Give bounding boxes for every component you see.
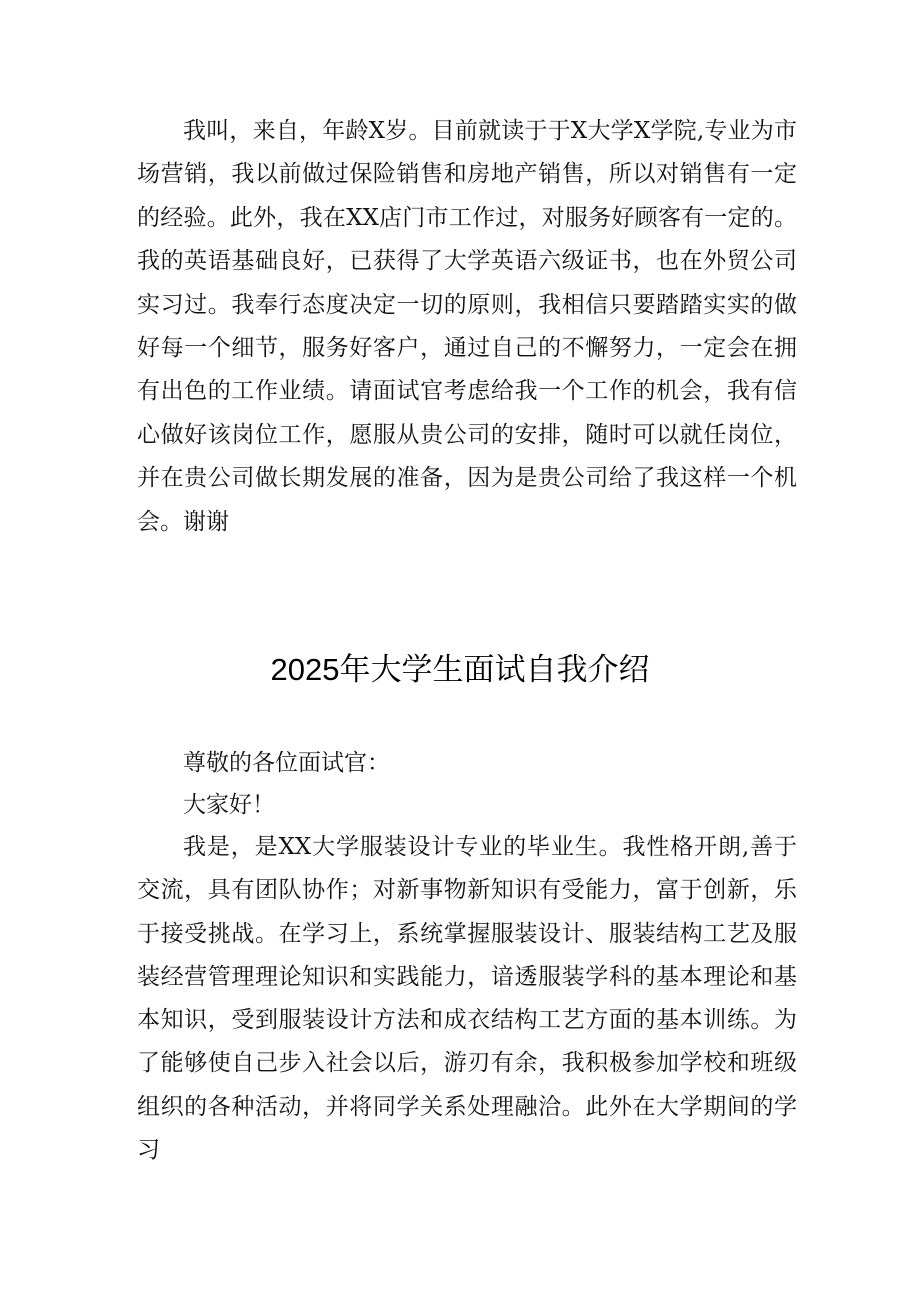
body-paragraph: 我是，是XX大学服装设计专业的毕业生。我性格开朗,善于交流，具有团队协作；对新事物新知识有受能力，富于创新，乐于接受挑战。在学习上，系统掌握服装设计、服装结构工艺及服装经营管理理论知识和实践能力，谙透服装学科的基本理论和基本知识，受到服装设计方法和成衣结构工艺方面的基本训练。为了能够使自己步入社会以后，游刃有余，我积极参加学校和班级组织的各种活动，并将同学关系处理融洽。此外在大学期间的学习 <box>137 834 797 1164</box>
section-two <box>137 742 797 1172</box>
greeting: 大家好！ <box>183 792 275 818</box>
section-title: 2025年大学生面试自我介绍 <box>270 652 650 687</box>
section-one <box>137 110 797 544</box>
salutation: 尊敬的各位面试官： <box>183 750 390 776</box>
intro-paragraph: 我叫，来自，年龄X岁。目前就读于于X大学X学院,专业为市场营销，我以前做过保险销售和房地产销售，所以对销售有一定的经验。此外，我在XX店门市工作过，对服务好顾客有一定的。我的英语基础良好，已获得了大学英语六级证书，也在外贸公司实习过。我奉行态度决定一切的原则，我相信只要踏踏实实的做好每一个细节，服务好客户，通过自己的不懈努力，一定会在拥有出色的工作业绩。请面试官考虑给我一个工作的机会，我有信心做好该岗位工作，愿服从贵公司的安排，随时可以就任岗位，并在贵公司做长期发展的准备，因为是贵公司给了我这样一个机会。谢谢 <box>137 118 797 535</box>
